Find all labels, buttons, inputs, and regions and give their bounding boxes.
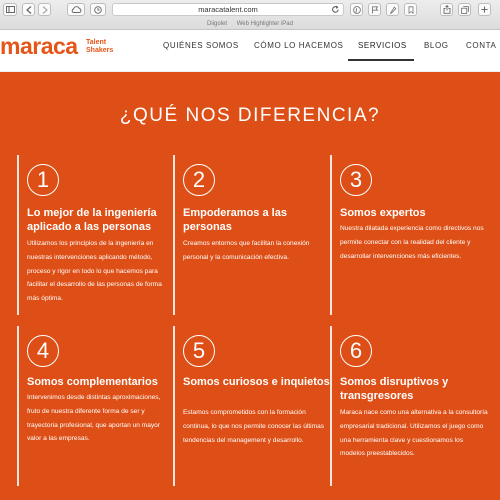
section-title: ¿QUÉ NOS DIFERENCIA? <box>119 105 381 126</box>
sidebar-icon <box>6 6 15 13</box>
bookmark-diigolet[interactable]: Diigolet <box>207 21 228 27</box>
tabs-button[interactable] <box>458 3 471 16</box>
history-button[interactable] <box>90 3 106 16</box>
feature-card-1 <box>17 155 167 315</box>
nav-blog[interactable]: BLOG <box>424 41 449 50</box>
card-title: Lo mejor de la ingeniería aplicado a las personas <box>27 207 157 233</box>
extension-button-1[interactable] <box>350 3 363 16</box>
card-text: Utilizamos los principios de la ingeniería en nuestras intervenciones aplicando método, proceso y rigor en todo lo que hacemos para facilitar el desarrollo de las personas de forma más óptima. <box>27 240 162 303</box>
cloud-icon <box>71 6 82 13</box>
card-title: Somos complementarios <box>27 376 158 388</box>
site-header <box>0 30 500 72</box>
card-divider <box>17 155 19 315</box>
card-divider <box>330 326 332 486</box>
number-circle-icon: 6 <box>340 335 372 367</box>
card-divider <box>17 326 19 486</box>
extension-button-3[interactable] <box>386 3 399 16</box>
flag-icon <box>371 6 379 14</box>
chevron-left-icon <box>26 6 32 14</box>
feature-card-4 <box>17 326 167 486</box>
nav-como-lo-hacemos[interactable]: CÓMO LO HACEMOS <box>254 41 344 50</box>
nav-quienes-somos[interactable]: QUIÉNES SOMOS <box>163 41 239 50</box>
number-circle-icon: 5 <box>183 335 215 367</box>
card-text: Nuestra dilatada experiencia como directivos nos permite conectar con la realidad del cliente y desarrollar intervenciones más eficientes. <box>340 225 484 260</box>
forward-button[interactable] <box>38 3 51 16</box>
nav-servicios[interactable]: SERVICIOS <box>358 41 407 50</box>
nav-active-indicator <box>348 59 414 61</box>
browser-toolbar <box>0 0 500 30</box>
highlighter-icon <box>389 6 397 14</box>
address-bar[interactable] <box>112 3 344 16</box>
card-title: Somos disruptivos y transgresores <box>340 376 449 402</box>
extension-button-2[interactable] <box>368 3 381 16</box>
card-title: Somos expertos <box>340 207 426 219</box>
feature-card-3 <box>330 155 484 315</box>
extension-button-4[interactable] <box>404 3 417 16</box>
card-text: Maraca nace como una alternativa a la consultoría empresarial tradicional. Utilizamos el juego como una herramienta clave y cuestionamos los modelos preestablecidos. <box>340 409 488 458</box>
card-divider <box>173 326 175 486</box>
url-text: maracatalent.com <box>198 5 258 14</box>
reload-icon[interactable] <box>331 5 340 14</box>
tagline-line-1: Talent <box>86 39 107 46</box>
tagline-line-2: Shakers <box>86 47 114 54</box>
bookmarks-bar <box>0 19 500 29</box>
tabs-icon <box>461 6 469 14</box>
card-text: Estamos comprometidos con la formación continua, lo que nos permite conocer las últimas tendencias del management y desarrollo. <box>183 409 325 444</box>
new-tab-button[interactable] <box>478 3 491 16</box>
feature-card-2 <box>173 155 323 315</box>
card-text: Creamos entornos que facilitan la conexión personal y la comunicación efectiva. <box>183 240 310 261</box>
back-button[interactable] <box>22 3 35 16</box>
sidebar-button[interactable] <box>3 3 17 16</box>
share-button[interactable] <box>440 3 453 16</box>
site-logo[interactable]: maraca <box>0 33 78 59</box>
card-divider <box>330 155 332 315</box>
site-tagline <box>86 39 113 55</box>
card-title: Empoderamos a las personas <box>183 207 287 233</box>
bookmark-web-highlighter[interactable]: Web Highlighter iPad <box>236 21 293 27</box>
feature-card-5 <box>173 326 330 486</box>
share-icon <box>443 5 451 14</box>
chevron-right-icon <box>42 6 48 14</box>
bookmark-icon <box>407 6 415 14</box>
number-circle-icon: 1 <box>27 164 59 196</box>
number-circle-icon: 4 <box>27 335 59 367</box>
card-text: Intervenimos desde distintas aproximaciones, fruto de nuestra diferente forma de ser y trayectoria profesional, que aportan un mayor valor a las empresas. <box>27 394 161 443</box>
card-title: Somos curiosos e inquietos <box>183 376 330 388</box>
card-divider <box>173 155 175 315</box>
nav-contacto[interactable]: CONTA <box>466 41 497 50</box>
number-circle-icon: 2 <box>183 164 215 196</box>
feature-card-6 <box>330 326 488 486</box>
icloud-tabs-button[interactable] <box>67 3 85 16</box>
clock-icon <box>94 6 102 14</box>
number-circle-icon: 3 <box>340 164 372 196</box>
plus-icon <box>481 6 488 13</box>
pinterest-icon <box>353 6 361 14</box>
